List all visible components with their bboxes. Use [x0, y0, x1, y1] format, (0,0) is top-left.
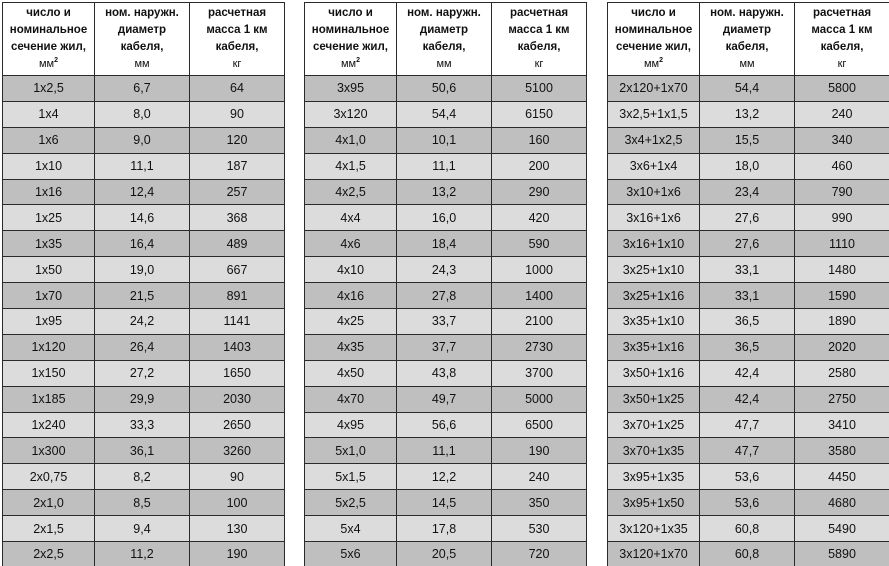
table-row [608, 438, 889, 464]
cell-section: 2x0,75 [3, 464, 95, 490]
cell-mass: 5490 [795, 516, 889, 542]
cell-diameter: 33,1 [700, 257, 795, 283]
cell-diameter: 26,4 [95, 334, 190, 360]
cell-mass: 5000 [492, 386, 587, 412]
cell-mass: 160 [492, 127, 587, 153]
header-mass: расчетная масса 1 км кабеля, кг [190, 3, 285, 76]
cell-mass: 2750 [795, 386, 889, 412]
table-row [305, 127, 587, 153]
cell-mass: 2730 [492, 334, 587, 360]
cell-mass: 790 [795, 179, 889, 205]
table-row [608, 360, 889, 386]
cell-diameter: 12,4 [95, 179, 190, 205]
cell-diameter: 27,6 [700, 205, 795, 231]
cell-mass: 6150 [492, 101, 587, 127]
cell-mass: 64 [190, 76, 285, 102]
header-section: число и номинальное сечение жил, $мм^2$ [305, 3, 397, 76]
cell-mass: 90 [190, 464, 285, 490]
cell-diameter: 60,8 [700, 516, 795, 542]
cell-diameter: 36,1 [95, 438, 190, 464]
cell-diameter: 11,2 [95, 542, 190, 566]
cell-mass: 667 [190, 257, 285, 283]
cell-mass: 420 [492, 205, 587, 231]
cell-mass: 1141 [190, 309, 285, 335]
table-row [3, 360, 285, 386]
cell-diameter: 18,4 [397, 231, 492, 257]
table-row [608, 490, 889, 516]
cell-diameter: 42,4 [700, 386, 795, 412]
table-row [305, 490, 587, 516]
cell-section: 4x6 [305, 231, 397, 257]
cell-mass: 240 [492, 464, 587, 490]
cell-diameter: 8,0 [95, 101, 190, 127]
cell-diameter: 54,4 [397, 101, 492, 127]
table-row [305, 438, 587, 464]
cell-mass: 3700 [492, 360, 587, 386]
cable-table-3 [607, 2, 889, 566]
table-row [305, 386, 587, 412]
cell-section: 1x120 [3, 334, 95, 360]
cell-section: 4x70 [305, 386, 397, 412]
table-row [608, 283, 889, 309]
cell-diameter: 36,5 [700, 309, 795, 335]
cell-diameter: 13,2 [700, 101, 795, 127]
table-row [3, 464, 285, 490]
header-row [305, 3, 587, 76]
cell-section: 4x10 [305, 257, 397, 283]
cell-diameter: 24,2 [95, 309, 190, 335]
cell-section: 1x95 [3, 309, 95, 335]
table-row [3, 153, 285, 179]
cell-diameter: 24,3 [397, 257, 492, 283]
cell-diameter: 14,6 [95, 205, 190, 231]
cell-mass: 720 [492, 542, 587, 566]
table-body [305, 76, 587, 566]
table-row [305, 334, 587, 360]
cell-diameter: 27,6 [700, 231, 795, 257]
cell-section: 2x1,5 [3, 516, 95, 542]
cell-mass: 5890 [795, 542, 889, 566]
cell-mass: 3580 [795, 438, 889, 464]
cell-diameter: 29,9 [95, 386, 190, 412]
table-row [3, 101, 285, 127]
cell-mass: 1403 [190, 334, 285, 360]
table-row [608, 464, 889, 490]
cell-diameter: 27,8 [397, 283, 492, 309]
cell-diameter: 10,1 [397, 127, 492, 153]
cell-diameter: 42,4 [700, 360, 795, 386]
header-section: число и номинальное сечение жил, $мм^2$ [608, 3, 700, 76]
cell-mass: 100 [190, 490, 285, 516]
table-row [3, 438, 285, 464]
table-row [3, 386, 285, 412]
table-row [608, 76, 889, 102]
table-row [305, 412, 587, 438]
cell-mass: 590 [492, 231, 587, 257]
cable-table-2 [304, 2, 587, 566]
cell-section: 5x4 [305, 516, 397, 542]
table-row [608, 412, 889, 438]
cell-mass: 3260 [190, 438, 285, 464]
cell-diameter: 17,8 [397, 516, 492, 542]
cell-mass: 2100 [492, 309, 587, 335]
table-row [305, 231, 587, 257]
cell-diameter: 6,7 [95, 76, 190, 102]
cell-diameter: 13,2 [397, 179, 492, 205]
cell-mass: 1400 [492, 283, 587, 309]
cell-mass: 257 [190, 179, 285, 205]
table-row [305, 76, 587, 102]
table-row [305, 153, 587, 179]
table-row [3, 490, 285, 516]
table-row [608, 231, 889, 257]
cell-section: 3x25+1x10 [608, 257, 700, 283]
cell-diameter: 11,1 [95, 153, 190, 179]
cell-section: 4x4 [305, 205, 397, 231]
table-body [3, 76, 285, 566]
cell-section: 2x120+1x70 [608, 76, 700, 102]
table-row [3, 127, 285, 153]
cell-mass: 350 [492, 490, 587, 516]
table-row [3, 76, 285, 102]
cable-table-1 [2, 2, 285, 566]
cell-section: 3x10+1x6 [608, 179, 700, 205]
cell-section: 4x50 [305, 360, 397, 386]
table-row [305, 205, 587, 231]
cell-diameter: 14,5 [397, 490, 492, 516]
cell-diameter: 16,0 [397, 205, 492, 231]
cell-diameter: 16,4 [95, 231, 190, 257]
cell-section: 1x6 [3, 127, 95, 153]
cell-mass: 190 [492, 438, 587, 464]
cell-diameter: 33,1 [700, 283, 795, 309]
header-row [608, 3, 889, 76]
table-row [3, 542, 285, 566]
cell-diameter: 8,2 [95, 464, 190, 490]
cell-section: 5x1,0 [305, 438, 397, 464]
cell-section: 4x2,5 [305, 179, 397, 205]
cell-diameter: 23,4 [700, 179, 795, 205]
cell-mass: 90 [190, 101, 285, 127]
cell-mass: 4680 [795, 490, 889, 516]
cell-section: 5x2,5 [305, 490, 397, 516]
cell-diameter: 11,1 [397, 438, 492, 464]
cell-mass: 891 [190, 283, 285, 309]
table-row [3, 283, 285, 309]
cell-diameter: 37,7 [397, 334, 492, 360]
cell-mass: 2030 [190, 386, 285, 412]
table-row [608, 542, 889, 566]
cell-mass: 1480 [795, 257, 889, 283]
cell-diameter: 47,7 [700, 412, 795, 438]
cell-section: 4x35 [305, 334, 397, 360]
cell-diameter: 27,2 [95, 360, 190, 386]
cell-mass: 368 [190, 205, 285, 231]
cell-section: 3x25+1x16 [608, 283, 700, 309]
table-row [3, 231, 285, 257]
cell-mass: 2580 [795, 360, 889, 386]
table-row [3, 257, 285, 283]
table-row [3, 309, 285, 335]
cell-section: 1x150 [3, 360, 95, 386]
cell-section: 4x1,0 [305, 127, 397, 153]
header-row [3, 3, 285, 76]
cell-section: 4x95 [305, 412, 397, 438]
cell-mass: 120 [190, 127, 285, 153]
table-row [608, 516, 889, 542]
table-row [3, 516, 285, 542]
cell-diameter: 53,6 [700, 490, 795, 516]
cell-mass: 1590 [795, 283, 889, 309]
header-mass: расчетная масса 1 км кабеля, кг [795, 3, 889, 76]
cell-section: 1x2,5 [3, 76, 95, 102]
cell-diameter: 49,7 [397, 386, 492, 412]
cell-diameter: 50,6 [397, 76, 492, 102]
cell-mass: 1890 [795, 309, 889, 335]
cell-section: 1x240 [3, 412, 95, 438]
table-row [305, 542, 587, 566]
table-row [608, 257, 889, 283]
header-diameter: ном. наружн. диаметр кабеля, мм [700, 3, 795, 76]
cell-section: 1x10 [3, 153, 95, 179]
cell-diameter: 36,5 [700, 334, 795, 360]
cell-mass: 200 [492, 153, 587, 179]
table-row [608, 179, 889, 205]
cell-diameter: 8,5 [95, 490, 190, 516]
cell-diameter: 47,7 [700, 438, 795, 464]
cell-mass: 130 [190, 516, 285, 542]
cell-diameter: 11,1 [397, 153, 492, 179]
cell-diameter: 18,0 [700, 153, 795, 179]
cell-section: 3x16+1x10 [608, 231, 700, 257]
table-row [3, 179, 285, 205]
cell-section: 3x70+1x25 [608, 412, 700, 438]
cell-mass: 5800 [795, 76, 889, 102]
table-row [608, 127, 889, 153]
cell-section: 3x70+1x35 [608, 438, 700, 464]
table-body [608, 76, 889, 566]
cell-section: 3x95+1x35 [608, 464, 700, 490]
cell-section: 3x6+1x4 [608, 153, 700, 179]
table-row [3, 205, 285, 231]
cell-section: 3x120+1x35 [608, 516, 700, 542]
cell-mass: 190 [190, 542, 285, 566]
cell-mass: 290 [492, 179, 587, 205]
cell-section: 2x1,0 [3, 490, 95, 516]
cell-mass: 460 [795, 153, 889, 179]
table-row [3, 412, 285, 438]
cell-section: 3x120 [305, 101, 397, 127]
cell-diameter: 60,8 [700, 542, 795, 566]
cell-section: 1x300 [3, 438, 95, 464]
table-row [3, 334, 285, 360]
table-row [608, 386, 889, 412]
cell-section: 3x120+1x70 [608, 542, 700, 566]
cell-section: 3x2,5+1x1,5 [608, 101, 700, 127]
table-row [305, 283, 587, 309]
cell-section: 1x16 [3, 179, 95, 205]
cell-diameter: 9,0 [95, 127, 190, 153]
cell-mass: 530 [492, 516, 587, 542]
table-row [608, 205, 889, 231]
cell-diameter: 9,4 [95, 516, 190, 542]
cell-mass: 240 [795, 101, 889, 127]
cell-section: 1x50 [3, 257, 95, 283]
table-row [608, 309, 889, 335]
cell-diameter: 54,4 [700, 76, 795, 102]
cell-diameter: 21,5 [95, 283, 190, 309]
table-row [305, 516, 587, 542]
table-row [608, 153, 889, 179]
cell-mass: 6500 [492, 412, 587, 438]
cell-diameter: 15,5 [700, 127, 795, 153]
cell-diameter: 33,3 [95, 412, 190, 438]
cell-section: 5x6 [305, 542, 397, 566]
table-row [305, 360, 587, 386]
table-row [305, 257, 587, 283]
cell-section: 3x95 [305, 76, 397, 102]
cell-mass: 4450 [795, 464, 889, 490]
header-section: число и номинальное сечение жил, $мм^2$ [3, 3, 95, 76]
table-row [608, 101, 889, 127]
cell-section: 3x50+1x25 [608, 386, 700, 412]
cell-mass: 5100 [492, 76, 587, 102]
cell-section: 5x1,5 [305, 464, 397, 490]
table-row [305, 101, 587, 127]
cell-section: 3x35+1x16 [608, 334, 700, 360]
cell-section: 3x4+1x2,5 [608, 127, 700, 153]
cell-section: 1x35 [3, 231, 95, 257]
cell-section: 1x25 [3, 205, 95, 231]
cell-section: 1x4 [3, 101, 95, 127]
cell-diameter: 33,7 [397, 309, 492, 335]
cell-diameter: 53,6 [700, 464, 795, 490]
cell-section: 3x16+1x6 [608, 205, 700, 231]
cell-diameter: 20,5 [397, 542, 492, 566]
cell-mass: 3410 [795, 412, 889, 438]
cell-diameter: 19,0 [95, 257, 190, 283]
cell-mass: 2020 [795, 334, 889, 360]
cell-section: 4x16 [305, 283, 397, 309]
cell-mass: 2650 [190, 412, 285, 438]
cell-section: 1x185 [3, 386, 95, 412]
table-row [305, 179, 587, 205]
cell-section: 4x25 [305, 309, 397, 335]
cell-mass: 187 [190, 153, 285, 179]
header-mass: расчетная масса 1 км кабеля, кг [492, 3, 587, 76]
cell-diameter: 56,6 [397, 412, 492, 438]
table-row [608, 334, 889, 360]
cell-section: 3x50+1x16 [608, 360, 700, 386]
header-diameter: ном. наружн. диаметр кабеля, мм [397, 3, 492, 76]
cell-section: 1x70 [3, 283, 95, 309]
cell-diameter: 43,8 [397, 360, 492, 386]
cell-section: 4x1,5 [305, 153, 397, 179]
cell-mass: 990 [795, 205, 889, 231]
cell-diameter: 12,2 [397, 464, 492, 490]
header-diameter: ном. наружн. диаметр кабеля, мм [95, 3, 190, 76]
cell-mass: 340 [795, 127, 889, 153]
cell-mass: 1000 [492, 257, 587, 283]
cell-section: 2x2,5 [3, 542, 95, 566]
cell-section: 3x35+1x10 [608, 309, 700, 335]
cell-mass: 1650 [190, 360, 285, 386]
cell-mass: 489 [190, 231, 285, 257]
cell-mass: 1110 [795, 231, 889, 257]
table-row [305, 464, 587, 490]
table-row [305, 309, 587, 335]
cell-section: 3x95+1x50 [608, 490, 700, 516]
